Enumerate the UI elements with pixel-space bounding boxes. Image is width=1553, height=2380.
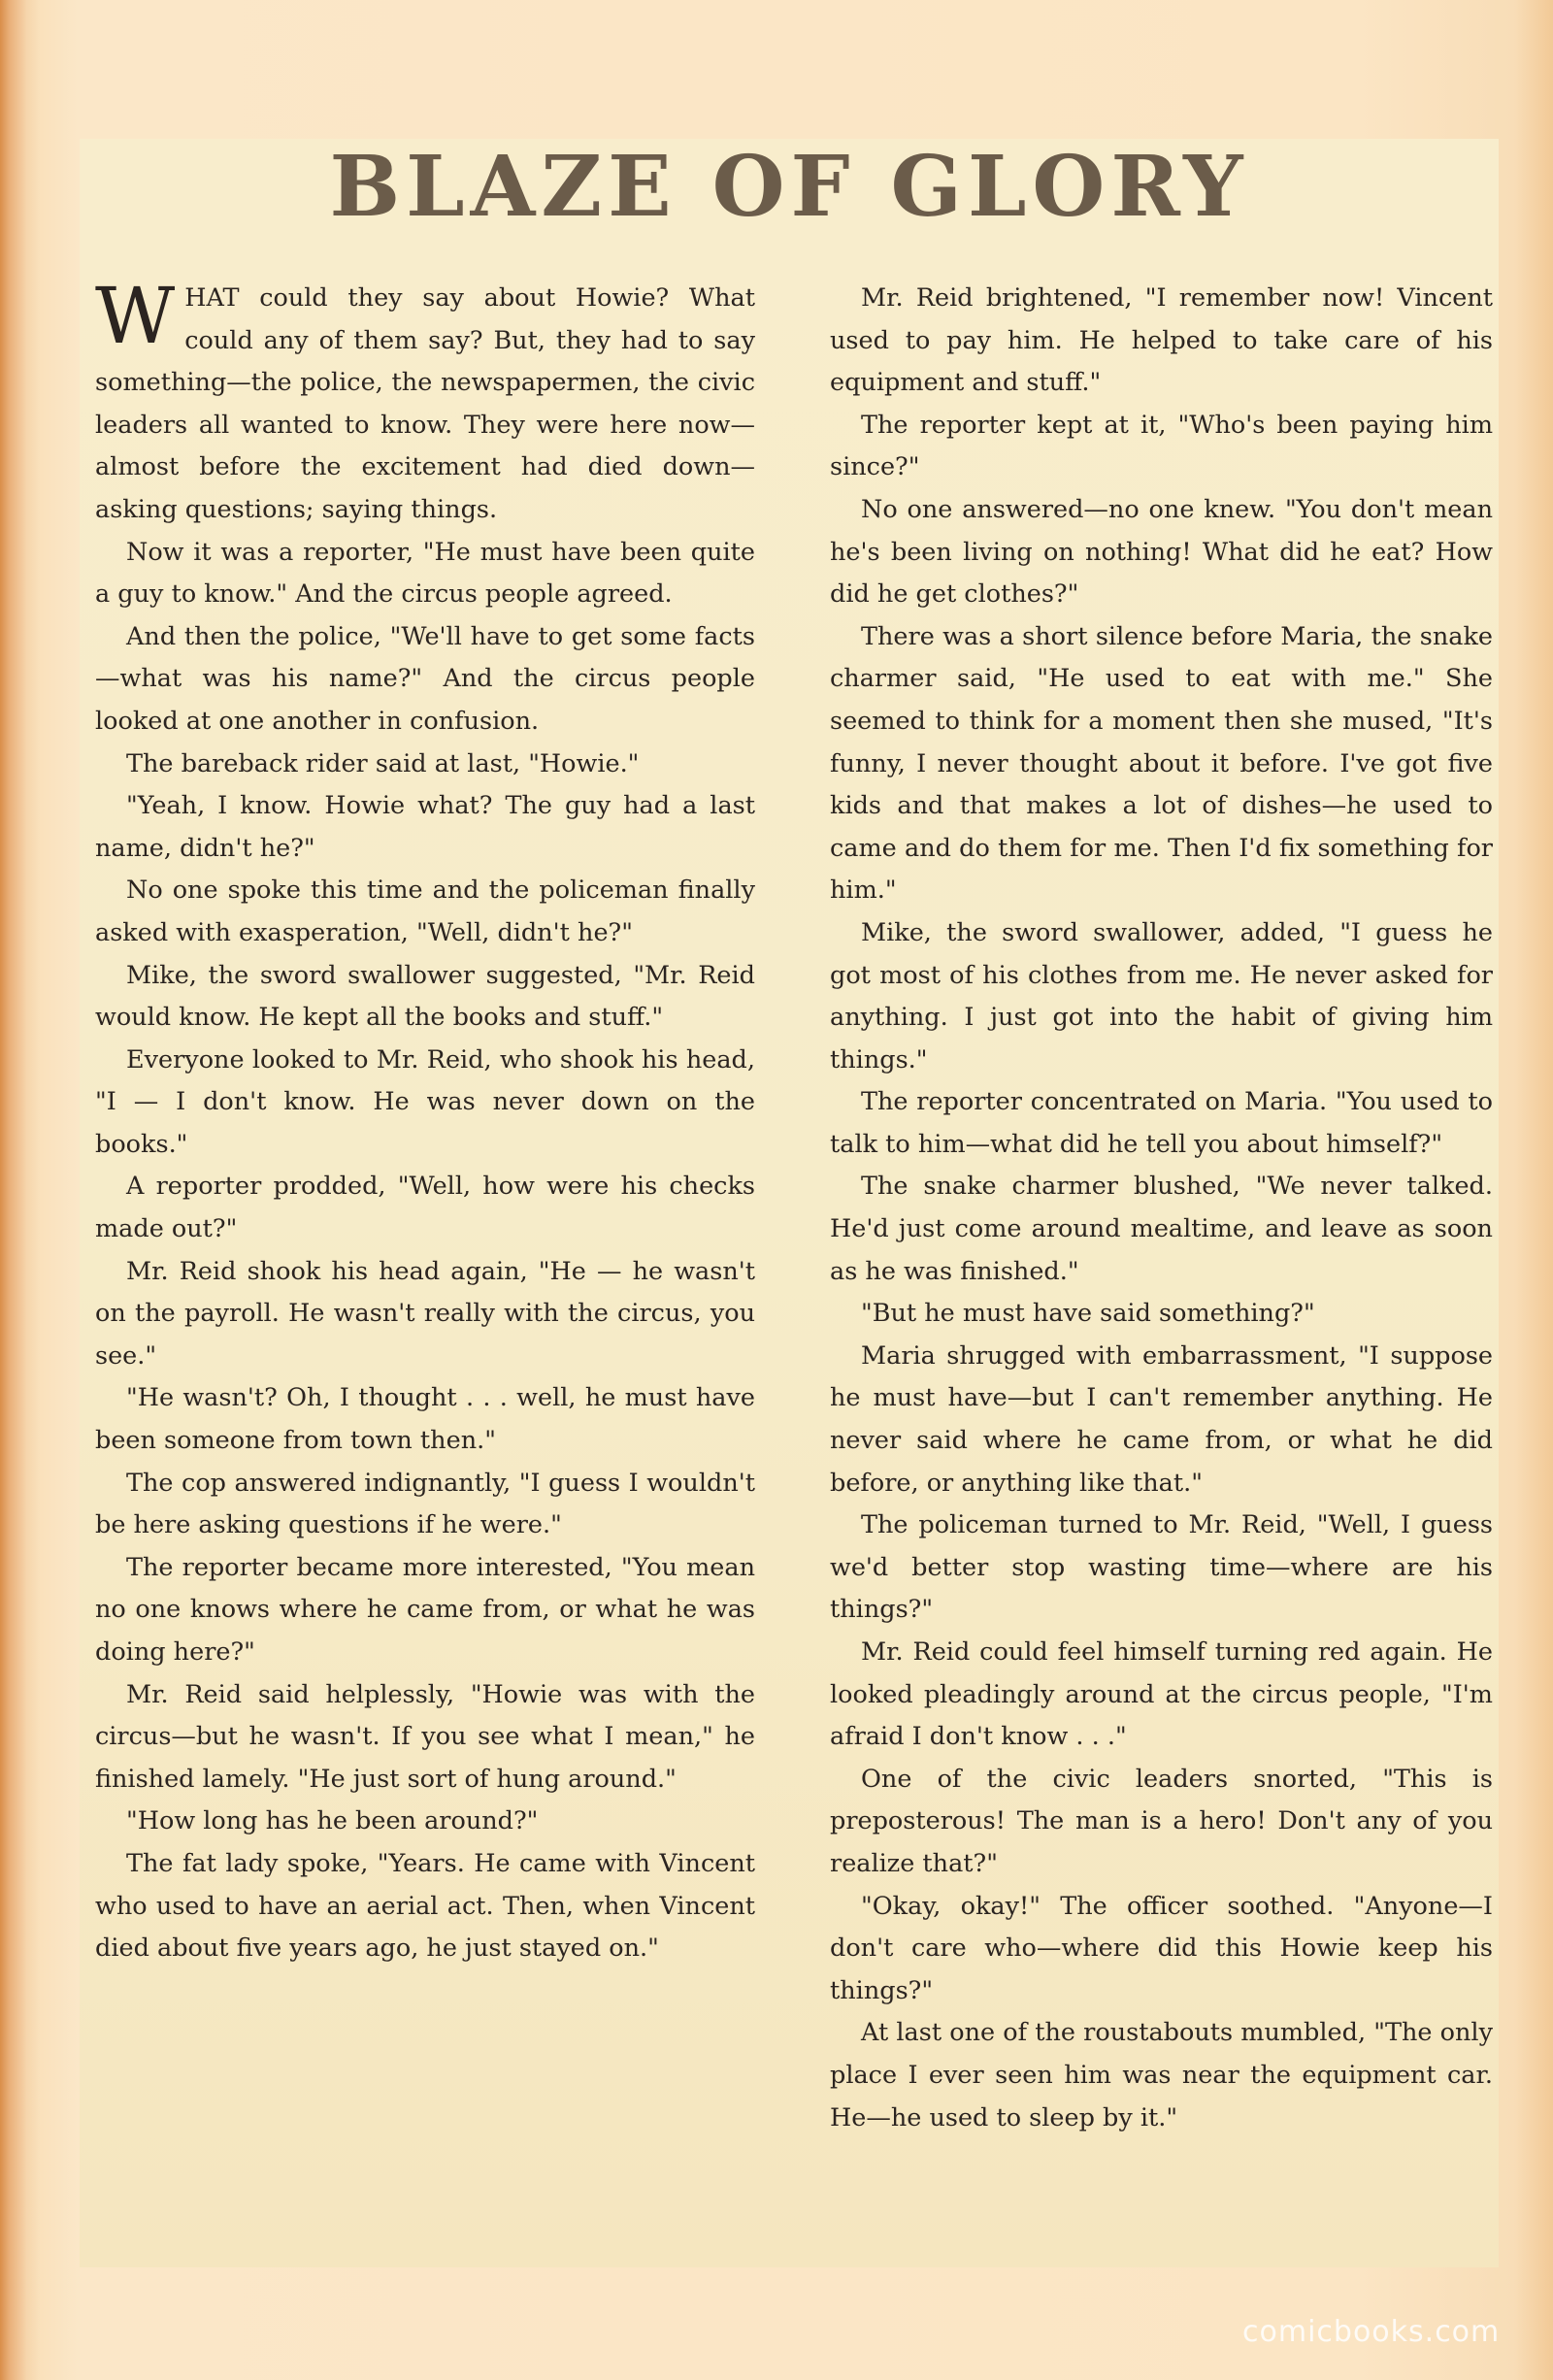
paragraph: No one spoke this time and the policeman finally asked with exasperation, "Well, didn't he?" [95, 876, 755, 947]
paragraph: No one answered—no one knew. "You don't mean he's been living on nothing! What did he eat? How did he get clothes?" [830, 494, 1493, 610]
paragraph: Now it was a reporter, "He must have been quite a guy to know." And the circus people agreed. [95, 537, 755, 610]
paragraph: "How long has he been around?" [126, 1806, 539, 1836]
opening-paragraph-text: HAT could they say about Howie? What could any of them say? But, they had to say something—the police, the newspapermen, the civic leaders all wanted to know. They were here now—almost before the excitement had died down—asking questions; saying things. [95, 283, 755, 524]
paragraph: The bareback rider said at last, "Howie." [126, 748, 640, 778]
paragraph: The snake charmer blushed, "We never talked. He'd just come around mealtime, and leave as soon as he was finished." [830, 1172, 1493, 1286]
paragraph: And then the police, "We'll have to get some facts—what was his name?" And the circus people looked at one another in confusion. [95, 621, 755, 736]
paragraph: Everyone looked to Mr. Reid, who shook his head, "I — I don't know. He was never down on the books." [95, 1044, 755, 1159]
paragraph: The cop answered indignantly, "I guess I wouldn't be here asking questions if he were." [95, 1468, 755, 1540]
drop-cap: W [95, 271, 176, 361]
paragraph: "Okay, okay!" The officer soothed. "Anyone—I don't care who—where did this Howie keep his things?" [830, 1891, 1493, 2005]
paragraph: Mr. Reid brightened, "I remember now! Vincent used to pay him. He helped to take care of his equipment and stuff." [830, 283, 1493, 398]
paragraph: Mr. Reid shook his head again, "He — he wasn't on the payroll. He wasn't really with the circus, you see." [95, 1256, 755, 1371]
watermark: comicbooks.com [1242, 2315, 1501, 2349]
paragraph: Mike, the sword swallower suggested, "Mr. Reid would know. He kept all the books and stuff." [95, 960, 755, 1033]
page-spine-edge [0, 0, 39, 2380]
paragraph: The reporter concentrated on Maria. "You used to talk to him—what did he tell you about himself?" [830, 1087, 1493, 1159]
paragraph: "He wasn't? Oh, I thought . . . well, he must have been someone from town then." [95, 1383, 755, 1456]
paragraph: The fat lady spoke, "Years. He came with Vincent who used to have an aerial act. Then, when Vincent died about five years ago, he just stayed on." [95, 1848, 755, 1964]
paragraph: The policeman turned to Mr. Reid, "Well, I guess we'd better stop wasting time—where are his things?" [830, 1510, 1493, 1625]
paragraph: At last one of the roustabouts mumbled, "The only place I ever seen him was near the equipment car. He—he used to sleep by it." [830, 2018, 1493, 2132]
opening-paragraph [95, 271, 755, 532]
paragraph: The reporter kept at it, "Who's been paying him since?" [830, 410, 1493, 482]
paragraph: A reporter prodded, "Well, how were his checks made out?" [95, 1172, 755, 1244]
right-column [830, 278, 1493, 2139]
paragraph: "But he must have said something?" [861, 1299, 1315, 1329]
paragraph: One of the civic leaders snorted, "This is preposterous! The man is a hero! Don't any of you realize that?" [830, 1764, 1493, 1878]
paragraph: "Yeah, I know. Howie what? The guy had a last name, didn't he?" [95, 791, 755, 863]
paragraph: Mr. Reid could feel himself turning red again. He looked pleadingly around at the circus people, "I'm afraid I don't know . . ." [830, 1637, 1493, 1752]
paragraph: Mr. Reid said helplessly, "Howie was with the circus—but he wasn't. If you see what I mean," he finished lamely. "He just sort of hung around." [95, 1679, 755, 1794]
left-column [95, 271, 755, 1970]
paragraph: Mike, the sword swallower, added, "I guess he got most of his clothes from me. He never asked for anything. I just got into the habit of giving him things." [830, 917, 1493, 1074]
paragraph: There was a short silence before Maria, the snake charmer said, "He used to eat with me." She seemed to think for a moment then she mused, "It's funny, I never thought about it before. I've got five kids and that makes a lot of dishes—he used to came and do them for me. Then I'd fix something for him." [830, 621, 1493, 906]
paragraph: Maria shrugged with embarrassment, "I suppose he must have—but I can't remember anything. He never said where he came from, or what he did before, or anything like that." [830, 1340, 1493, 1498]
story-title: BLAZE OF GLORY [329, 138, 1249, 236]
paragraph: The reporter became more interested, "You mean no one knows where he came from, or what he was doing here?" [95, 1552, 755, 1667]
